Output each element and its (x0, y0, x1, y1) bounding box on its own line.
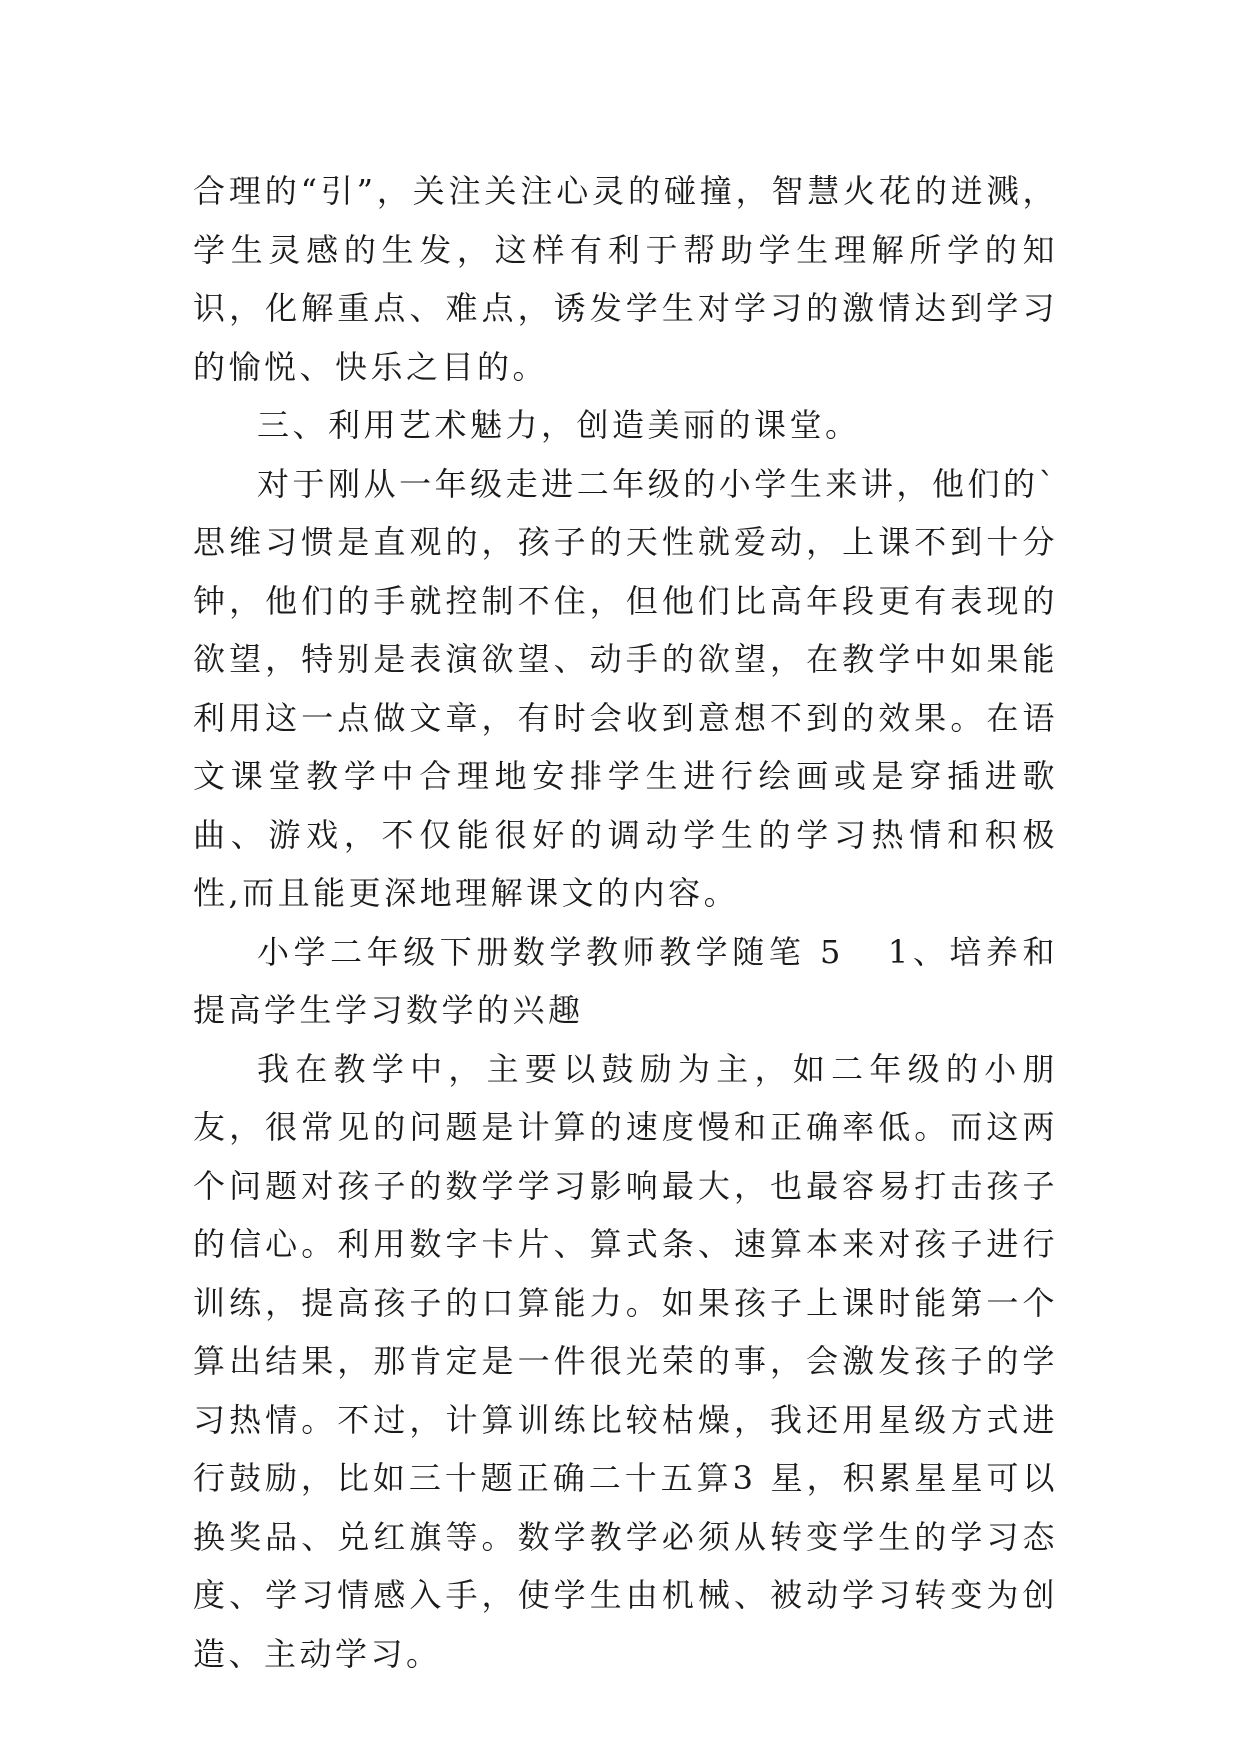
paragraph-title-essay-5 (193, 923, 1058, 1040)
essay-title: 小学二年级下册数学教师教学随笔 5 (257, 932, 844, 971)
subsection-heading-1: 1、培养和提高学生学习数学的兴趣 (193, 932, 1058, 1029)
paragraph-5: 我在教学中，主要以鼓励为主，如二年级的小朋友，很常见的问题是计算的速度慢和正确率低。而这两个问题对孩子的数学学习影响最大，也最容易打击孩子的信心。利用数字卡片、算式条、速算本来对孩子进行训练，提高孩子的口算能力。如果孩子上课时能第一个算出结果，那肯定是一件很光荣的事，会激发孩子的学习热情。不过，计算训练比较枯燥，我还用星级方式进行鼓励，比如三十题正确二十五算3 星，积累星星可以换奖品、兑红旗等。数学教学必须从转变学生的学习态度、学习情感入手，使学生由机械、被动学习转变为创造、主动学习。 (193, 1049, 1058, 1673)
document-body (193, 162, 1058, 1683)
section-heading-3: 三、利用艺术魅力，创造美丽的课堂。 (257, 406, 861, 444)
paragraph-3: 对于刚从一年级走进二年级的小学生来讲，他们的`思维习惯是直观的，孩子的天性就爱动，上课不到十分钟，他们的手就控制不住，但他们比高年段更有表现的欲望，特别是表演欲望、动手的欲望，在教学中如果能利用这一点做文章，有时会收到意想不到的效果。在语文课堂教学中合理地安排学生进行绘画或是穿插进歌曲、游戏，不仅能很好的调动学生的学习热情和积极性,而且能更深地理解课文的内容。 (193, 464, 1058, 912)
paragraph-1: 合理的“引”，关注关注心灵的碰撞，智慧火花的迸溅，学生灵感的生发，这样有利于帮助学生理解所学的知识，化解重点、难点，诱发学生对学习的激情达到学习的愉悦、快乐之目的。 (193, 172, 1058, 386)
